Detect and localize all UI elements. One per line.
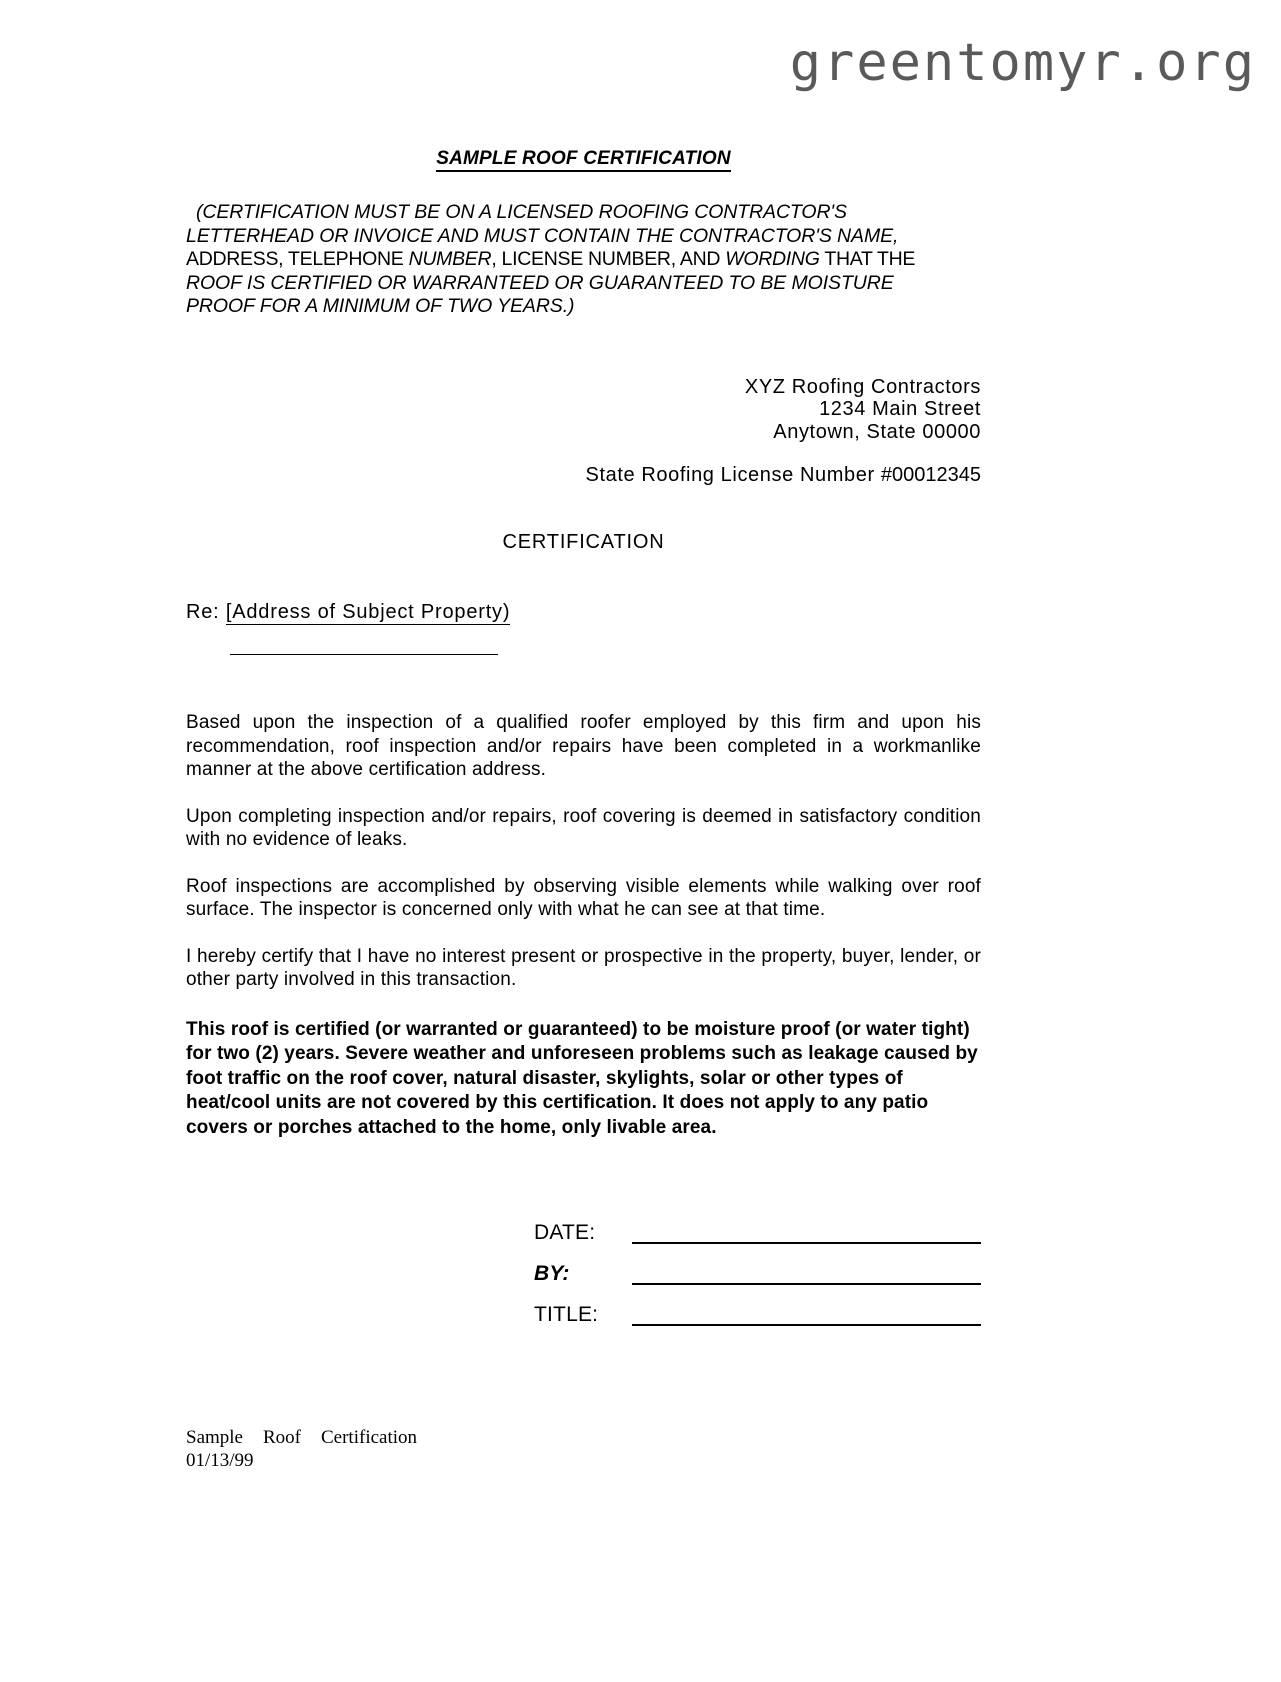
- intro-line-4: ROOF IS CERTIFIED OR WARRANTEED OR GUARANTEED TO BE MOISTURE: [186, 271, 894, 294]
- license-number-line: [186, 464, 981, 487]
- paragraph-4: I hereby certify that I have no interest present or prospective in the property, buyer, lender, or other party involved in this transaction.: [186, 945, 981, 990]
- footer-line-1: [186, 1426, 981, 1449]
- signature-row-by: [534, 1244, 981, 1285]
- footer-date: 01/13/99: [186, 1450, 254, 1471]
- footer-word-certification: Certification: [321, 1427, 418, 1448]
- intro-line-3-part2: , LICENSE NUMBER, AND: [491, 248, 726, 270]
- document-content: [186, 0, 981, 1472]
- warranty-paragraph: This roof is certified (or warranted or guaranteed) to be moisture proof (or water tight) for two (2) years. Severe weather and unforeseen problems such as leakage caused by foot traffic on the roof cover, natural disaster, skylights, solar or other types of heat/cool units are not covered by this certification. It does not apply to any patio covers or porches attached to the home, only livable area.: [186, 1018, 978, 1138]
- intro-line-3-italic1: NUMBER: [408, 248, 492, 270]
- by-label: BY:: [534, 1262, 570, 1285]
- re-line: [186, 601, 981, 624]
- page-title: [186, 148, 981, 170]
- license-number: #00012345: [880, 464, 981, 486]
- signature-row-date: [534, 1203, 981, 1244]
- paragraph-1: Based upon the inspection of a qualified roofer employed by this firm and upon his recommendation, roof inspection and/or repairs have been completed in a workmanlike manner at the above certification address.: [186, 712, 981, 780]
- contractor-city-state-zip: Anytown, State 00000: [773, 420, 981, 443]
- intro-line-1: (CERTIFICATION MUST BE ON A LICENSED ROOFING CONTRACTOR'S: [196, 201, 847, 223]
- signature-row-title: [534, 1285, 981, 1326]
- intro-instructions: [186, 201, 981, 319]
- contractor-name: XYZ Roofing Contractors: [744, 375, 981, 398]
- intro-line-3-italic2: WORDING: [725, 248, 820, 270]
- title-input-line[interactable]: [632, 1302, 981, 1326]
- contractor-street: 1234 Main Street: [819, 398, 981, 420]
- signature-block: [534, 1203, 981, 1326]
- intro-line-5: PROOF FOR A MINIMUM OF TWO YEARS.): [186, 295, 575, 317]
- footer-word-sample: Sample: [186, 1427, 243, 1448]
- intro-line-3-part1: ADDRESS, TELEPHONE: [186, 248, 409, 270]
- paragraph-3: Roof inspections are accomplished by observing visible elements while walking over roof surface. The inspector is concerned only with what he can see at that time.: [186, 875, 981, 920]
- body-copy: [186, 711, 981, 1140]
- page-title-text: SAMPLE ROOF CERTIFICATION: [436, 148, 731, 172]
- paragraph-2: Upon completing inspection and/or repairs, roof covering is deemed in satisfactory condition with no evidence of leaks.: [186, 805, 981, 850]
- intro-line-2: LETTERHEAD OR INVOICE AND MUST CONTAIN THE CONTRACTOR'S NAME,: [186, 224, 899, 247]
- intro-line-3-part3: THAT THE: [819, 248, 916, 270]
- re-prefix: Re:: [186, 601, 226, 623]
- date-label: DATE:: [534, 1221, 596, 1244]
- date-input-line[interactable]: [632, 1220, 981, 1244]
- contractor-address-block: [186, 376, 981, 444]
- footer-word-roof: Roof: [263, 1427, 301, 1448]
- blank-address-rule: [230, 653, 498, 655]
- by-input-line[interactable]: [632, 1261, 981, 1285]
- document-footer: [186, 1426, 981, 1472]
- site-watermark: greentomyr.org: [789, 33, 1256, 93]
- license-label: State Roofing License Number: [585, 464, 875, 486]
- intro-line-3: [186, 248, 981, 272]
- certification-heading: CERTIFICATION: [502, 531, 665, 553]
- title-label: TITLE:: [534, 1303, 599, 1326]
- re-subject-placeholder: [Address of Subject Property): [225, 601, 511, 623]
